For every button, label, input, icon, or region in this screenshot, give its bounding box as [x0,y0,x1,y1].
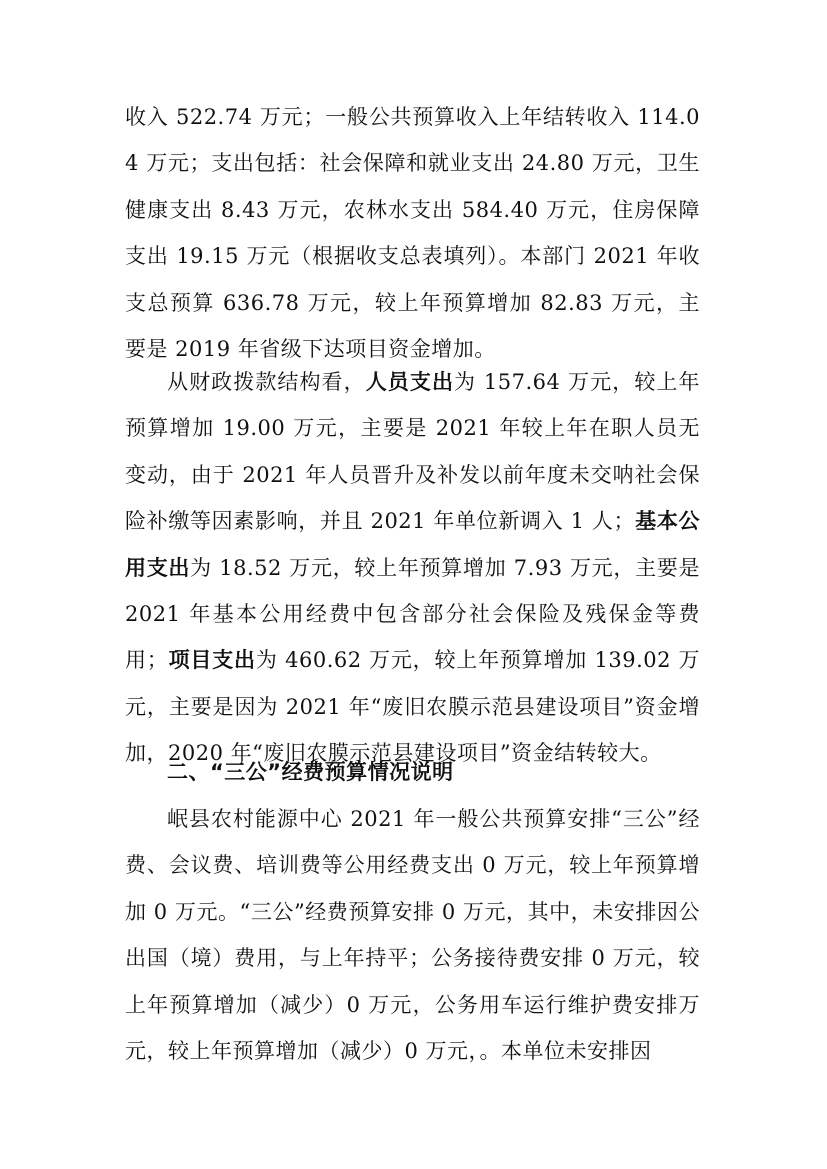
basic-public-expenditure-text: 为 18.52 万元，较上年预算增加 7.93 万元，主要是 2021 年基本公用经费中包含部分社会保险及残保金等费用； [125,555,701,673]
project-expenditure-label: 项目支出 [168,648,256,673]
personnel-expenditure-label: 人员支出 [365,370,455,394]
paragraph-income-expenditure: 收入 522.74 万元；一般公共预算收入上年结转收入 114.04 万元；支出包括：社会保障和就业支出 24.80 万元，卫生健康支出 8.43 万元，农林水支出 584.40 万元，住房保障支出 19.15 万元（根据收支总表填列）。本部门 2021 年收支总预算 636.78 万元，较上年预算增加 82.83 万元，主要是 2019 年省级下达项目资金增加。 [125,105,700,362]
personnel-expenditure-text: 为 157.64 万元，较上年预算增加 19.00 万元，主要是 2021 年较上年在职人员无变动，由于 2021 年人员晋升及补发以前年度未交呐社会保险补缴等因素影响，并且 2021 年单位新调入 1 人； [125,370,701,534]
funding-intro-text: 从财政拨款结构看， [167,370,366,394]
basic-public-expenditure-label: 基本公用支出 [125,509,700,580]
project-expenditure-text: 为 460.62 万元，较上年预算增加 139.02 万元，主要是因为 2021 年“废旧农膜示范县建设项目”资金增加，2020 年“废旧农膜示范县建设项目”资金结转较大。 [125,648,701,766]
paragraph-funding-structure [125,359,700,777]
paragraph-three-public-budget: 岷县农村能源中心 2021 年一般公共预算安排“三公”经费、会议费、培训费等公用经费支出 0 万元，较上年预算增加 0 万元。“三公”经费预算安排 0 万元，其中，未安排因公出国（境）费用，与上年持平；公务接待费安排 0 万元，较上年预算增加（减少）0 万元，公务用车运行维护费安排万元，较上年预算增加（减少）0 万元，。本单位未安排因 [125,807,700,1064]
section-heading-three-public: 二、“三公”经费预算情况说明 [167,760,454,784]
